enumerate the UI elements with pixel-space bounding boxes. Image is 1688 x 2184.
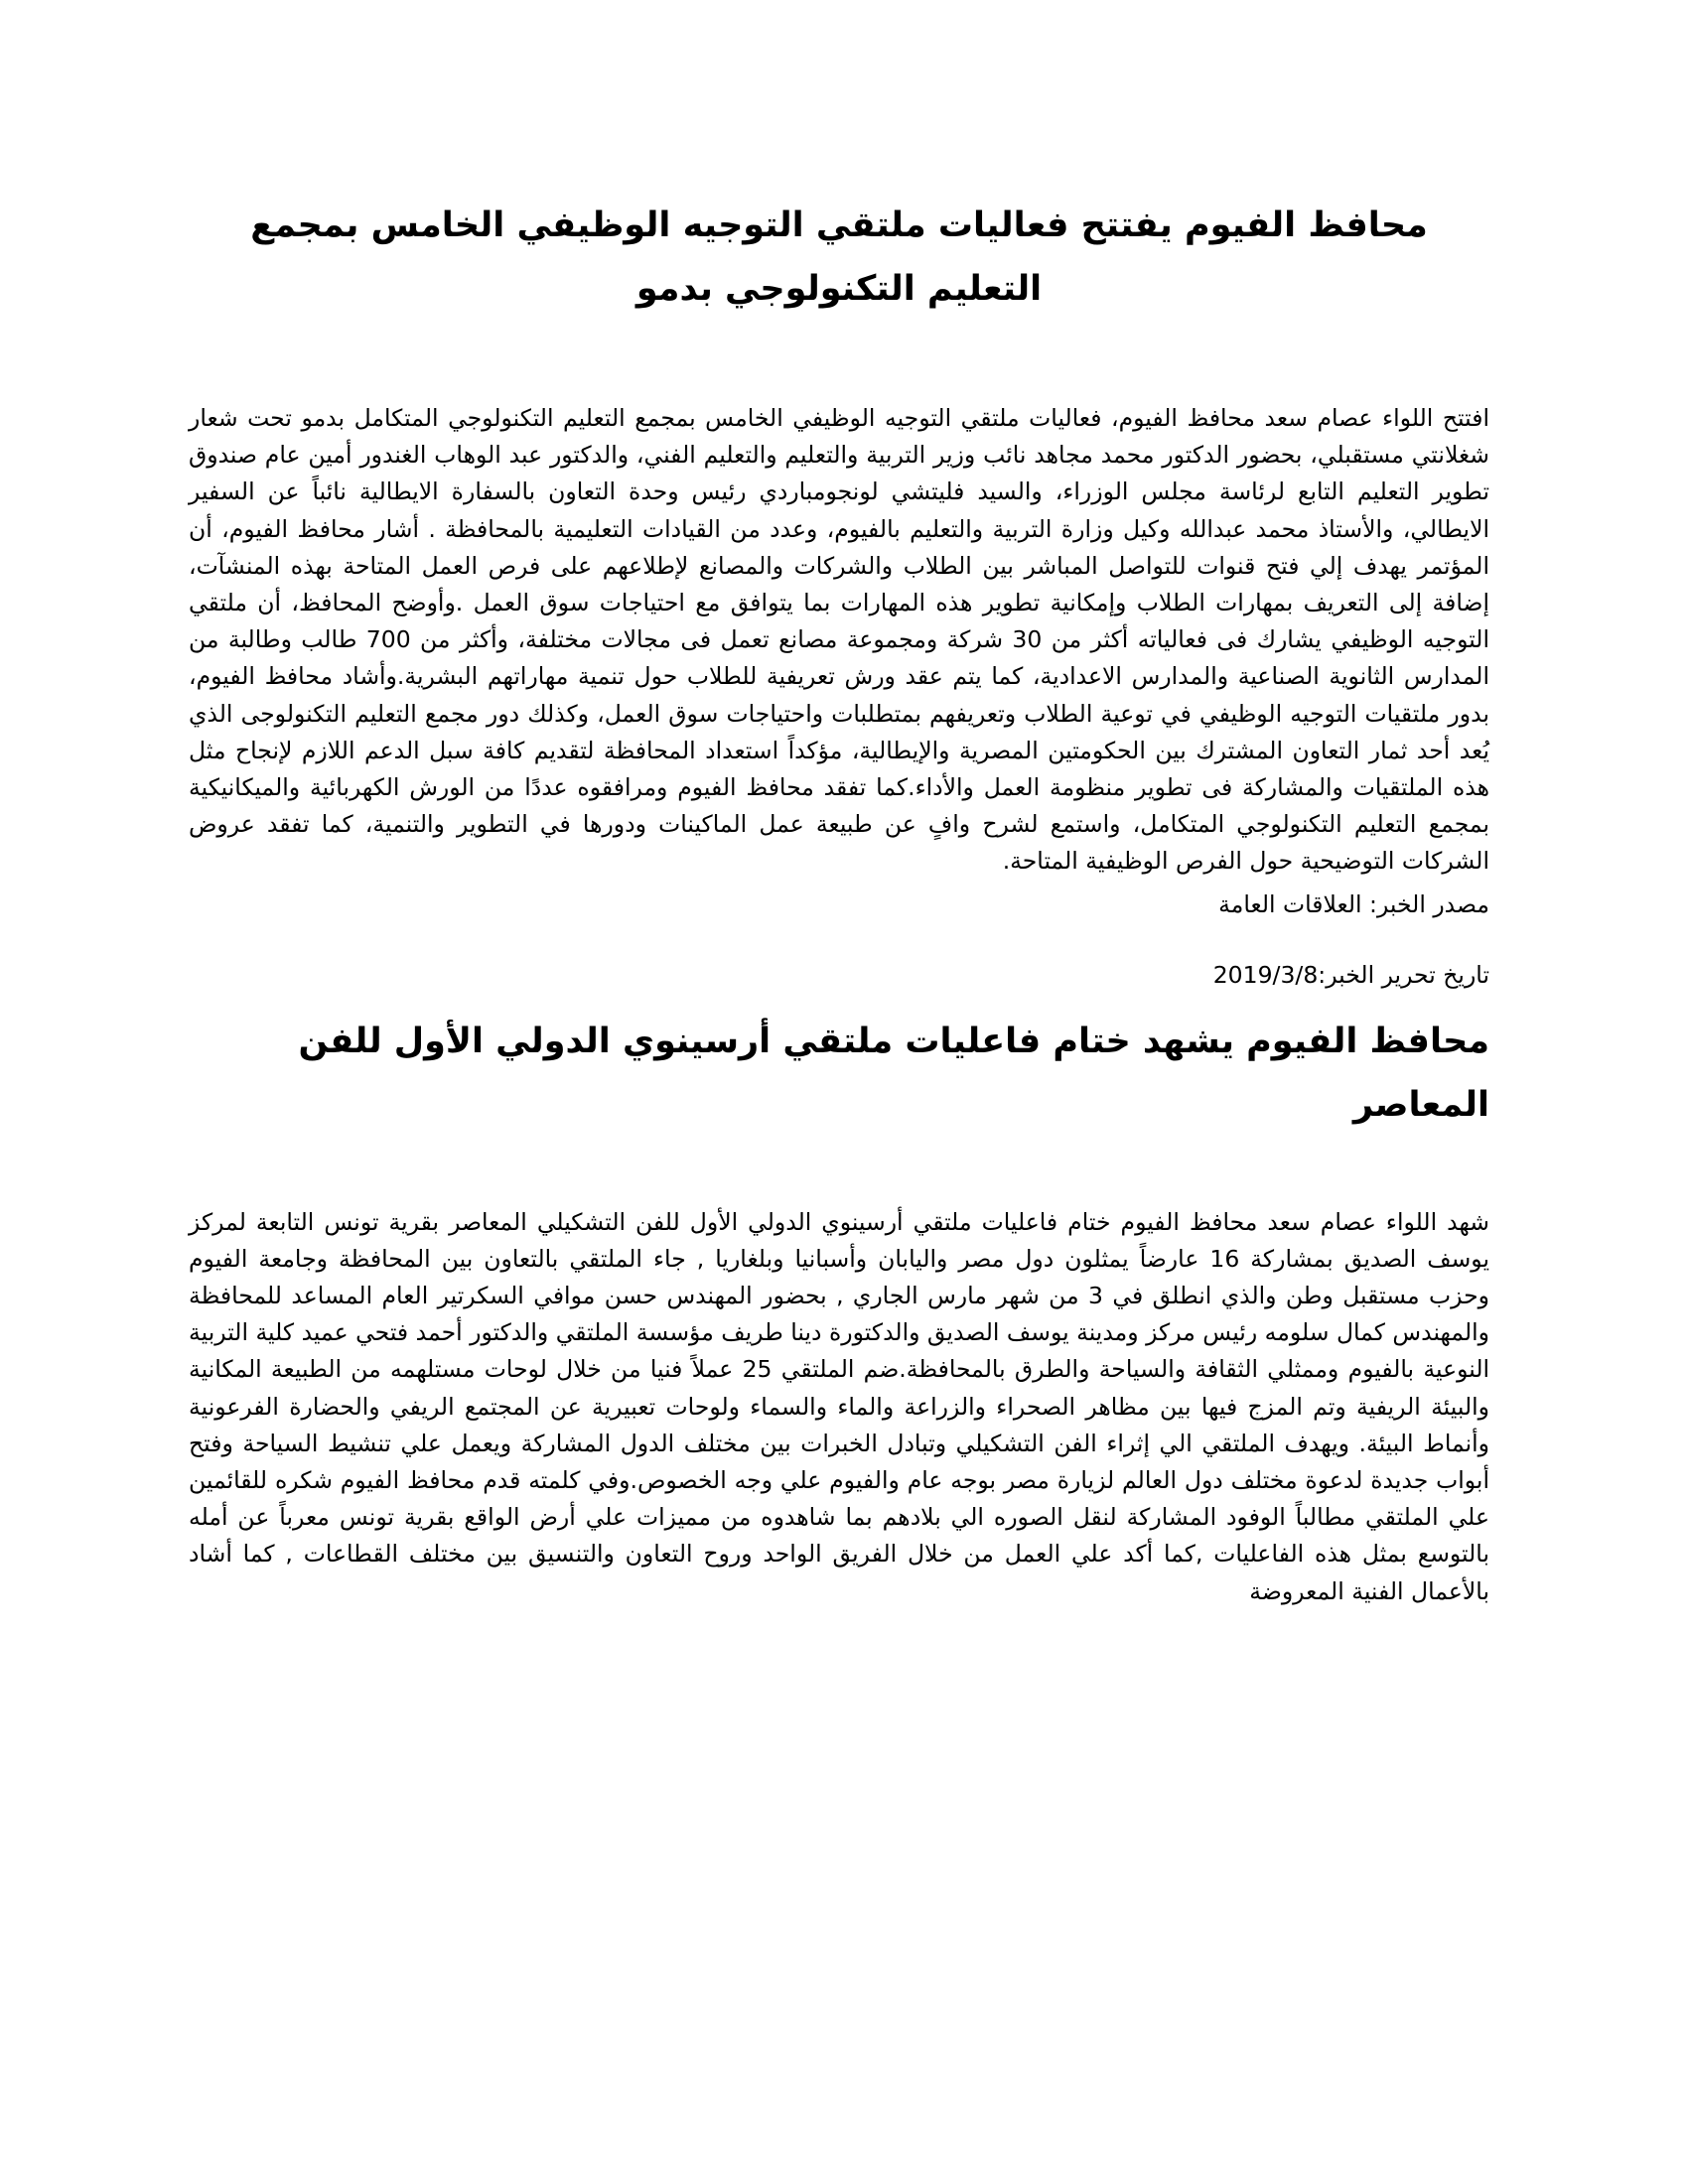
document-page (189, 194, 1489, 1610)
article-2-headline: محافظ الفيوم يشهد ختام فاعليات ملتقي أرسينوي الدولي الأول للفن المعاصر (298, 1021, 1489, 1125)
article-1 (189, 194, 1489, 994)
article-2-body: شهد اللواء عصام سعد محافظ الفيوم ختام فاعليات ملتقي أرسينوي الدولي الأول للفن التشكيلي المعاصر بقرية تونس التابعة لمركز يوسف الصديق بمشاركة 16 عارضاً يمثلون دول مصر واليابان وأسبانيا وبلغاريا , جاء الملتقي بالتعاون بين المحافظة وجامعة الفيوم وحزب مستقبل وطن والذي انطلق في 3 من شهر مارس الجاري , بحضور المهندس حسن موافي السكرتير العام المساعد للمحافظة والمهندس كمال سلومه رئيس مركز ومدينة يوسف الصديق والدكتورة دينا طريف مؤسسة الملتقي والدكتور أحمد فتحي عميد كلية التربية النوعية بالفيوم وممثلي الثقافة والسياحة والطرق بالمحافظة.ضم الملتقي 25 عملاً فنيا من خلال لوحات مستلهمه من الطبيعة المكانية والبيئة الريفية وتم المزج فيها بين مظاهر الصحراء والزراعة والماء والسماء ولوحات تعبيرية عن المجتمع الريفي والحضارة الفرعونية وأنماط البيئة. ويهدف الملتقي الي إثراء الفن التشكيلي وتبادل الخبرات بين مختلف الدول المشاركة ويعمل علي تنشيط السياحة وفتح أبواب جديدة لدعوة مختلف دول العالم لزيارة مصر بوجه عام والفيوم علي وجه الخصوص.وفي كلمته قدم محافظ الفيوم شكره للقائمين علي الملتقي مطالباً الوفود المشاركة لنقل الصوره الي بلادهم بما شاهدوه من مميزات علي أرض الواقع بقرية تونس معرباً عن أمله بالتوسع بمثل هذه الفاعليات ,كما أكد علي العمل من خلال الفريق الواحد وروح التعاون والتنسيق بين مختلف القطاعات , كما أشاد بالأعمال الفنية المعروضة (189, 1207, 1490, 1605)
article-1-body: افتتح اللواء عصام سعد محافظ الفيوم، فعاليات ملتقي التوجيه الوظيفي الخامس بمجمع التعليم التكنولوجي المتكامل بدمو تحت شعار شغلانتي مستقبلي، بحضور الدكتور محمد مجاهد نائب وزير التربية والتعليم والتعليم الفني، والدكتور عبد الوهاب الغندور أمين عام صندوق تطوير التعليم التابع لرئاسة مجلس الوزراء، والسيد فليتشي لونجومباردي رئيس وحدة التعاون بالسفارة الايطالية نائباً عن السفير الايطالي، والأستاذ محمد عبدالله وكيل وزارة التربية والتعليم بالفيوم، وعدد من القيادات التعليمية بالمحافظة . أشار محافظ الفيوم، أن المؤتمر يهدف إلي فتح قنوات للتواصل المباشر بين الطلاب والشركات والمصانع لإطلاعهم على فرص العمل المتاحة بهذه المنشآت، إضافة إلى التعريف بمهارات الطلاب وإمكانية تطوير هذه المهارات بما يتوافق مع احتياجات سوق العمل .وأوضح المحافظ، أن ملتقي التوجيه الوظيفي يشارك فى فعالياته أكثر من 30 شركة ومجموعة مصانع تعمل فى مجالات مختلفة، وأكثر من 700 طالب وطالبة من المدارس الثانوية الصناعية والمدارس الاعدادية، كما يتم عقد ورش تعريفية للطلاب حول تنمية مهاراتهم البشرية.وأشاد محافظ الفيوم، بدور ملتقيات التوجيه الوظيفي في توعية الطلاب وتعريفهم بمتطلبات واحتياجات سوق العمل، وكذلك دور مجمع التعليم التكنولوجى الذي يُعد أحد ثمار التعاون المشترك بين الحكومتين المصرية والإيطالية، مؤكداً استعداد المحافظة لتقديم كافة سبل الدعم اللازم لإنجاح مثل هذه الملتقيات والمشاركة فى تطوير منظومة العمل والأداء.كما تفقد محافظ الفيوم ومرافقوه عددًا من الورش الكهربائية والميكانيكية بمجمع التعليم التكنولوجي المتكامل، واستمع لشرح وافٍ عن طبيعة عمل الماكينات ودورها في التطوير والتنمية، كما تفقد عروض الشركات التوضيحية حول الفرص الوظيفية المتاحة. (189, 404, 1489, 876)
article-1-source: مصدر الخبر: العلاقات العامة (1218, 889, 1489, 918)
article-1-headline: محافظ الفيوم يفتتح فعاليات ملتقي التوجيه الوظيفي الخامس بمجمع التعليم التكنولوجي بدمو (250, 205, 1428, 309)
article-2 (189, 1010, 1489, 1610)
article-1-date: تاريخ تحرير الخبر:2019/3/8 (1212, 960, 1489, 989)
